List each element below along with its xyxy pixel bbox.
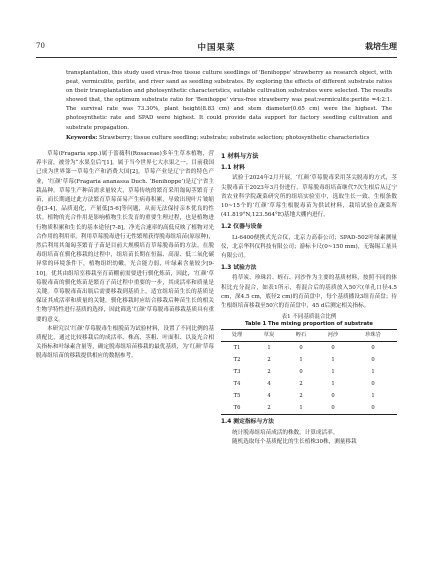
abstract-text: transplantation, this study used virus-free tissue culture seedlings of 'Benihoppe' strawberry as research object, with peat, vermiculite, perlite, and river sand as seedling substrates. By exploring the effects of different substrate ratios on their transplantation and photosynthetic characteristics, suitable cultivation substrates were selected. The results showed that, the optimum substrate ratio for 'Benihoppe' virus-free strawberry was peat:vermiculite:perlite =4:2:1. The survival rate was 73.30%, plant height(8.83 cm) and stem diameter(0.65 cm) were the highest. The photosynthetic rate and SPAD were highest. It could provide data support for factory seedling cultivation and substrate propagation. [66,70,392,131]
table-body [221,342,397,415]
table-cell: 0 [371,344,375,351]
substrate-table-block [221,314,397,415]
table-cell: 1 [285,402,317,414]
table-row [221,378,397,390]
table-cell: 0 [299,344,303,351]
table-cell: 2 [267,368,271,375]
page-number: 70 [36,42,45,50]
materials-paragraph: 试验于2024年2月开展，‘红颜’草莓脱毒采用茎尖脱毒的方式，茎尖脱毒苗于2023年3月份进行，草莓脱毒组培苗继代7次生根后从辽宁省农业科学院蔬菜研究所的组培实验室中，选取生长一致、生根条数10~15个的‘红颜’草莓生根脱毒苗为供试材料，栽培试验在蔬菜所(41.819°N,123.564°E)基地大棚内进行。 [221,175,397,219]
table-cell: 0 [331,344,335,351]
table-row [221,366,397,378]
table-cell: 1 [371,392,375,399]
table-cell: 0 [331,392,335,399]
subheading-instruments: 1.2 仪器与设备 [221,224,263,231]
table-cell: T5 [233,392,241,399]
table-cell: T1 [233,344,241,351]
table-cell: 0 [299,368,303,375]
table-header-cell: 珍珠岩 [349,330,397,342]
table-header-cell: 草炭 [253,330,285,342]
table-cell: 0 [317,402,349,414]
right-column [221,150,397,447]
intro-paragraph-1: 草莓(Fragaria spp.)属于蔷薇科(Rosaceae)多年生草本植物，营养丰富，被誉为“水果皇后”[1]，属于当今世界七大水果之一。目前我国已成为世界第一草莓生产和消费大国[2]。草莓产业是辽宁省的特色产业，‘红颜’草莓(Fragaria ananassa Duch. ‘Benihoppe’)是辽宁省主栽品种。草莓生产种苗需求量较大，草莓传统的繁育采用匍匐茎繁育子苗，而长期通过此方法繁育草莓苗易产生病毒积累，导致出现叶片皱缩卷[3-4]，品质退化，产量低[5-6]等问题，从而无法保持亲本优良的性状。植物的光合作用是影响植物生长发育的重要生理过程，也是植物进行物质积累和生长的基本途径[7-8]。净光合速率的高低反映了植物对光合作用的利用率。利用草莓脱毒进行无性繁殖获得脱毒组培苗(原原种)，然后利用其匍匐茎繁育子苗是目前大规模培育草莓脱毒苗的方法。在脱毒组培苗在驯化移栽的过程中，组培苗长期在恒温、高湿、低二氧化碳异常的环境条件下，植物组织幼嫩，光合能力弱，叶绿素含量较少[9-10]。优其由组培室移栽至育苗棚前需要进行驯化炼苗，因此，‘红颜’草莓脱毒苗的驯化炼苗是繁育子苗过程中重要的一步，其成活率和质量是关键。草莓脱毒苗出瓶后需要移栽到基质上，适宜组培苗生长的基质是保证其成活率和质量的关键，驯化移栽时应结合移栽后种苗生长的相关生物学特性进行基质的选择，因此筛选‘红颜’草莓脱毒苗移栽基质具有重要的意义。 [36,151,214,323]
table-caption-en: Table 1 The mixing proportion of substrate [244,321,374,328]
left-column [36,150,214,362]
table-row [221,390,397,402]
keywords-label: Keywords: [66,134,98,141]
table-header-row [221,330,397,342]
header-rule [36,57,397,58]
table-cell: 1 [371,368,375,375]
instruments-paragraph: Li-6400便携式光合仪，北京力高泰公司；SPAD-502叶绿素测量仪，北京华科仪科技有限公司；游标卡尺(0~150 mm)，无锡锡工量具有限公司。 [221,234,397,260]
keywords-line [66,134,392,143]
table-cell: 1 [267,344,271,351]
english-abstract [66,69,392,143]
indicators-paragraph-1: 统计脱毒组培苗成活的株数，计算成活率。 [232,429,339,436]
table-cell: 2 [253,402,285,414]
section-name: 栽培生理 [365,41,397,51]
table-header-cell: 处理 [221,330,253,342]
subheading-indicators: 1.4 测定指标与方法 [221,419,274,426]
subheading-materials: 1.1 材料 [221,165,245,172]
table-cell: 0 [371,380,375,387]
journal-title: 中国果菜 [197,43,236,53]
table-cell: T4 [233,380,241,387]
table-cell: 2 [267,356,271,363]
running-header [36,42,397,54]
table-cell: 1 [331,368,335,375]
table-cell: 0 [349,402,397,414]
table-cell: 2 [299,392,303,399]
methods-paragraph: 将草炭、珍珠岩、蛭石、河沙作为主要的基质材料，按照不同的体积比充分混合，如表1所示，将混合后的基质放入50穴(单孔口径4.5 cm，深4.5 cm，底径2 cm)的育苗盘中，每个基质播设3组育苗盘；待生根组培苗移栽至50穴的育苗盘中，45 d后测定相关指标。 [221,275,397,310]
subheading-methods: 1.3 试验方法 [221,265,257,272]
intro-paragraph-2: 本研究以‘红颜’草莓脱毒生根脱苗为试验材料，设置了不同比例的基质配比，通过比较移栽后的成活率、株高、茎粗、叶面积、以及光合相关指标和叶绿素含量等，确定脱毒组培苗移栽的最优基质，为‘红颜’草莓脱毒组培苗的移栽提供相应的数据参考。 [36,325,214,360]
table-cell: 1 [331,380,335,387]
table-row [221,402,397,414]
table-cell: 1 [331,356,335,363]
table-cell: T2 [233,356,241,363]
table-header-cell: 蛭石 [285,330,317,342]
table-cell: 0 [371,356,375,363]
table-row [221,354,397,366]
table-cell: T3 [233,368,241,375]
section-heading-materials: 1 材料与方法 [221,153,259,160]
table-caption-cn: 表1 不同基质混合比例 [281,314,337,321]
table-cell: 4 [267,392,271,399]
substrate-ratio-table [221,329,397,415]
table-cell: T6 [221,402,253,414]
table-header-cell: 河沙 [317,330,349,342]
table-cell: 2 [299,380,303,387]
keywords-text: Strawberry; tissue culture seedling; substrate; substrate selection; photosynthetic characteristics [99,134,370,141]
indicators-paragraph-2: 随机选取每个基质配比的生长植株30株，测量移栽 [232,438,357,445]
table-row [221,342,397,354]
table-cell: 4 [267,380,271,387]
table-cell: 1 [299,356,303,363]
